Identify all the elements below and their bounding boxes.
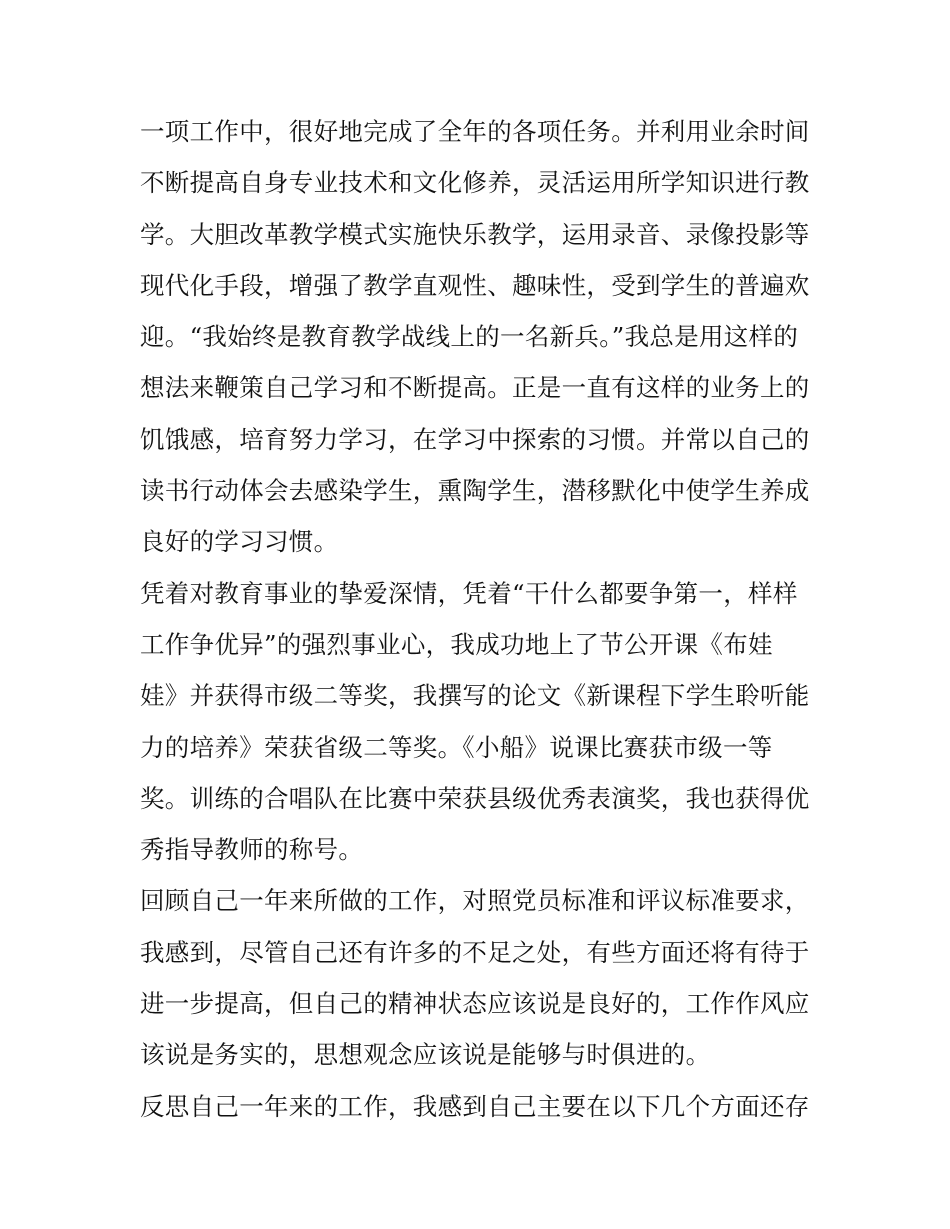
text-line: 迎。“我始终是教育教学战线上的一名新兵。”我总是用这样的 (140, 322, 799, 352)
text-line: 反思自己一年来的工作，我感到自己主要在以下几个方面还存 (140, 1091, 810, 1121)
text-line: 想法来鞭策自己学习和不断提高。正是一直有这样的业务上的 (140, 373, 810, 403)
text-line: 力的培养》荣获省级二等奖。《小船》说课比赛获市级一等 (140, 732, 773, 762)
text-line: 现代化手段，增强了教学直观性、趣味性，受到学生的普遍欢 (140, 270, 810, 300)
text-line: 读书行动体会去感染学生，熏陶学生，潜移默化中使学生养成 (140, 476, 810, 506)
text-line: 工作争优异”的强烈事业心，我成功地上了节公开课《布娃 (140, 629, 773, 659)
text-line: 该说是务实的，思想观念应该说是能够与时俱进的。 (140, 1040, 711, 1070)
text-line: 学。大胆改革教学模式实施快乐教学，运用录音、录像投影等 (140, 219, 810, 249)
text-line: 回顾自己一年来所做的工作，对照党员标准和评议标准要求， (140, 886, 810, 916)
text-line: 不断提高自身专业技术和文化修养，灵活运用所学知识进行教 (140, 168, 810, 198)
text-line: 我感到，尽管自己还有许多的不足之处，有些方面还将有待于 (140, 937, 810, 967)
text-line: 娃》并获得市级二等奖，我撰写的论文《新课程下学生聆听能 (140, 681, 810, 711)
text-line: 秀指导教师的称号。 (140, 835, 364, 865)
body-text (140, 106, 820, 1132)
text-line: 奖。训练的合唱队在比赛中荣获县级优秀表演奖，我也获得优 (140, 783, 810, 813)
text-line: 饥饿感，培育努力学习，在学习中探索的习惯。并常以自己的 (140, 424, 810, 454)
text-line: 凭着对教育事业的挚爱深情，凭着“干什么都要争第一，样样 (140, 578, 798, 608)
text-line: 一项工作中，很好地完成了全年的各项任务。并利用业余时间 (140, 117, 810, 146)
text-line: 进一步提高，但自己的精神状态应该说是良好的，工作作风应 (140, 989, 810, 1019)
text-line: 良好的学习习惯。 (140, 527, 339, 557)
